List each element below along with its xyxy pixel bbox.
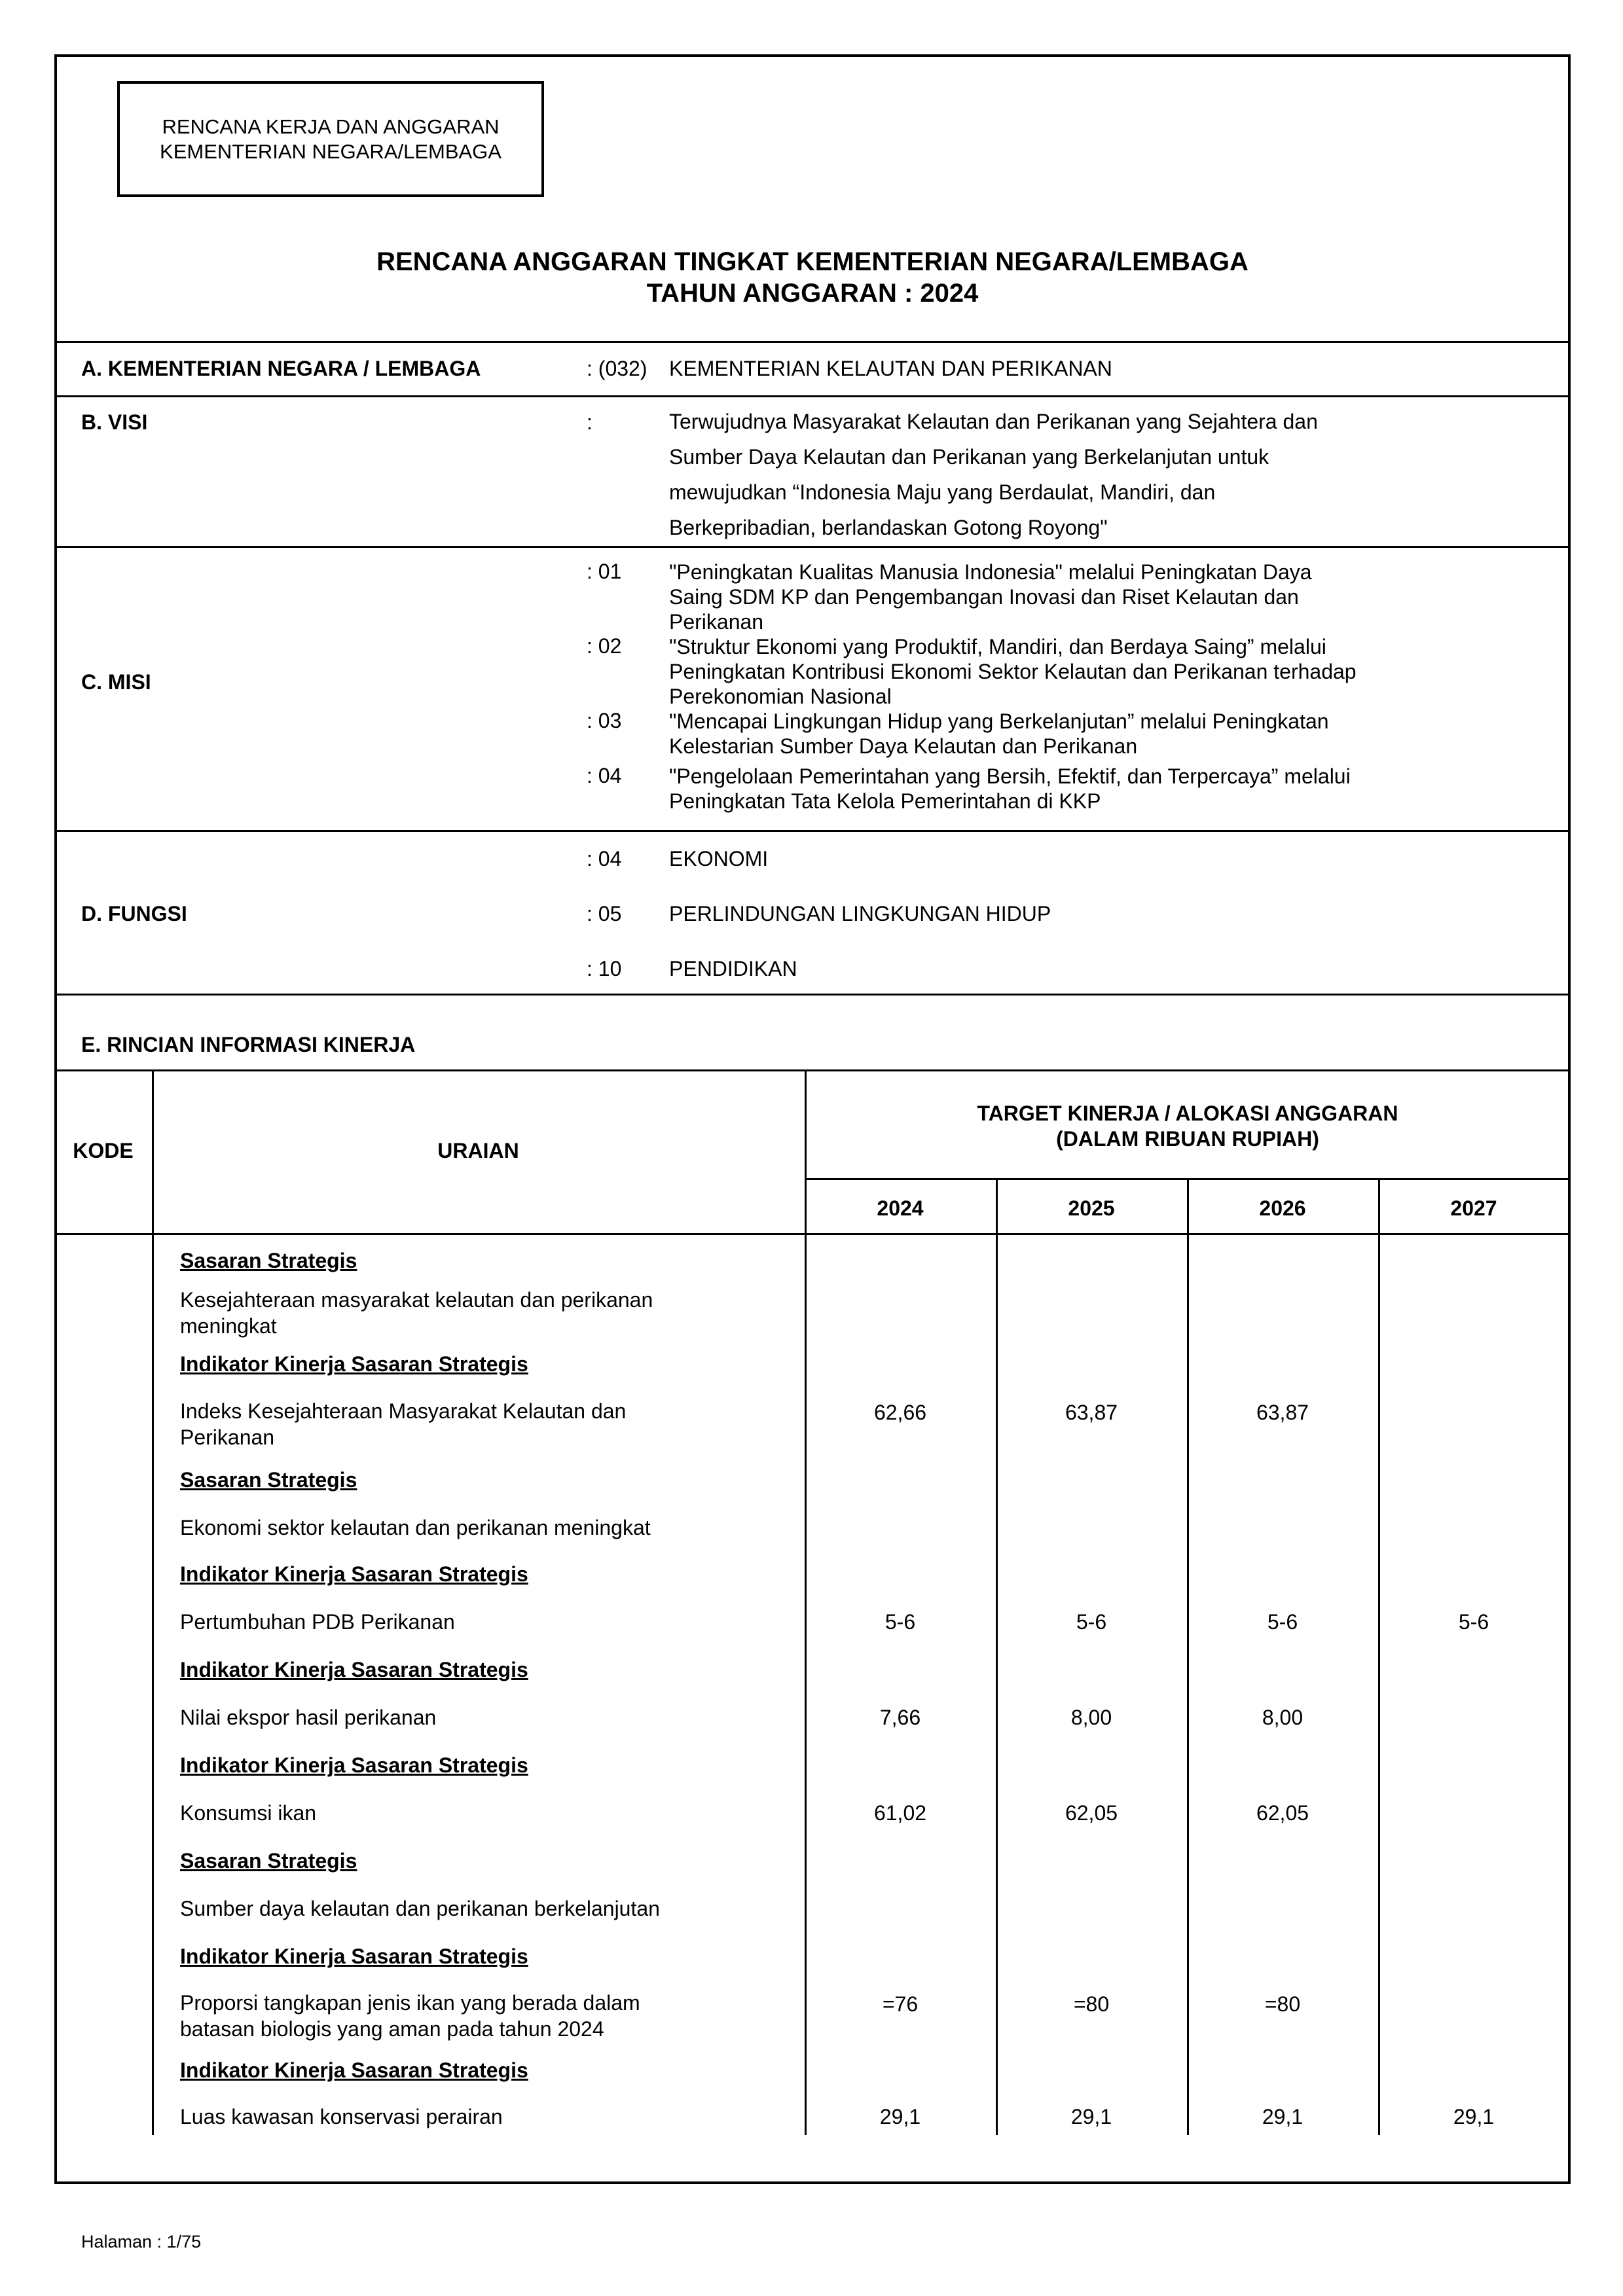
divider	[54, 830, 1571, 832]
section-e-label: E. RINCIAN INFORMASI KINERJA	[81, 1033, 416, 1056]
misi-code: : 02	[587, 634, 622, 658]
value-cell: =80	[1264, 1992, 1301, 2016]
misi-line: Kelestarian Sumber Daya Kelautan dan Perikanan	[669, 734, 1138, 758]
section-b-code: :	[587, 410, 593, 434]
section-a-label: A. KEMENTERIAN NEGARA / LEMBAGA	[81, 357, 481, 380]
indikator-heading: Indikator Kinerja Sasaran Strategis	[180, 1945, 528, 1968]
table-row	[180, 1704, 717, 1731]
divider	[54, 341, 1571, 343]
row-line: Pertumbuhan PDB Perikanan	[180, 1610, 455, 1634]
section-d-label: D. FUNGSI	[81, 902, 187, 925]
table-row	[180, 1895, 717, 1922]
value-cell: 8,00	[1262, 1706, 1304, 1729]
misi-line: Perikanan	[669, 610, 764, 634]
value-cell: 62,05	[1256, 1801, 1309, 1825]
divider	[54, 1233, 1571, 1235]
row-line: Nilai ekspor hasil perikanan	[180, 1706, 437, 1729]
fungsi-value: EKONOMI	[669, 847, 769, 870]
value-cell: 63,87	[1065, 1401, 1118, 1424]
row-line: Proporsi tangkapan jenis ikan yang berada dalam	[180, 1991, 640, 2015]
value-cell: 61,02	[873, 1801, 927, 1825]
section-a-code: : (032)	[587, 357, 647, 380]
value-cell: 5-6	[1076, 1610, 1107, 1634]
visi-text	[669, 404, 1442, 545]
page-title: RENCANA ANGGARAN TINGKAT KEMENTERIAN NEGARA/LEMBAGA	[376, 247, 1249, 276]
table-row	[180, 1287, 717, 1339]
column-rule	[1378, 1178, 1380, 2135]
value-cell: 5-6	[1458, 1610, 1489, 1634]
misi-item	[669, 634, 1442, 709]
misi-line: Peningkatan Tata Kelola Pemerintahan di KKP	[669, 789, 1101, 813]
value-cell: 5-6	[884, 1610, 916, 1634]
column-rule	[152, 1069, 154, 2135]
visi-line: Terwujudnya Masyarakat Kelautan dan Perikanan yang Sejahtera dan	[669, 410, 1318, 433]
visi-line: Sumber Daya Kelautan dan Perikanan yang Berkelanjutan untuk	[669, 445, 1269, 469]
column-rule	[996, 1178, 998, 2135]
row-line: batasan biologis yang aman pada tahun 2024	[180, 2017, 604, 2041]
value-cell: =76	[882, 1992, 919, 2016]
header-box	[117, 81, 544, 197]
row-line: Kesejahteraan masyarakat kelautan dan perikanan	[180, 1288, 653, 1312]
year-header: 2025	[1068, 1196, 1115, 1220]
year-header: 2026	[1259, 1196, 1306, 1220]
section-b-label: B. VISI	[81, 410, 148, 434]
visi-line: Berkepribadian, berlandaskan Gotong Royong"	[669, 516, 1108, 539]
misi-item	[669, 560, 1442, 634]
sasaran-heading: Sasaran Strategis	[180, 1468, 357, 1492]
header-box-line2: KEMENTERIAN NEGARA/LEMBAGA	[160, 139, 501, 163]
value-cell: 29,1	[1262, 2105, 1304, 2128]
misi-code: : 03	[587, 709, 622, 732]
divider	[54, 1069, 1571, 1071]
year-header: 2027	[1450, 1196, 1497, 1220]
table-row	[180, 1800, 717, 1826]
value-cell: 5-6	[1267, 1610, 1298, 1634]
indikator-heading: Indikator Kinerja Sasaran Strategis	[180, 1658, 528, 1681]
misi-line: "Pengelolaan Pemerintahan yang Bersih, Efektif, dan Terpercaya” melalui	[669, 764, 1351, 788]
column-rule	[1187, 1178, 1189, 2135]
section-c-label: C. MISI	[81, 670, 151, 694]
fungsi-code: : 04	[587, 847, 622, 870]
fungsi-code: : 05	[587, 902, 622, 925]
value-cell: 8,00	[1070, 1706, 1112, 1729]
fungsi-value: PERLINDUNGAN LINGKUNGAN HIDUP	[669, 902, 1051, 925]
visi-line: mewujudkan “Indonesia Maju yang Berdaulat, Mandiri, dan	[669, 480, 1216, 504]
indikator-heading: Indikator Kinerja Sasaran Strategis	[180, 1562, 528, 1586]
col-target-header: TARGET KINERJA / ALOKASI ANGGARAN	[977, 1102, 1398, 1125]
row-line: Sumber daya kelautan dan perikanan berkelanjutan	[180, 1897, 660, 1920]
year-header: 2024	[877, 1196, 924, 1220]
value-cell: 29,1	[1070, 2105, 1112, 2128]
page-subtitle: TAHUN ANGGARAN : 2024	[646, 279, 979, 308]
indikator-heading: Indikator Kinerja Sasaran Strategis	[180, 1352, 528, 1376]
sasaran-heading: Sasaran Strategis	[180, 1849, 357, 1873]
row-line: Indeks Kesejahteraan Masyarakat Kelautan dan	[180, 1399, 627, 1423]
misi-line: Perekonomian Nasional	[669, 685, 892, 708]
row-line: meningkat	[180, 1314, 277, 1338]
value-cell: 62,05	[1065, 1801, 1118, 1825]
col-uraian-header: URAIAN	[437, 1139, 519, 1162]
indikator-heading: Indikator Kinerja Sasaran Strategis	[180, 2058, 528, 2082]
table-row	[180, 1398, 717, 1450]
divider	[54, 546, 1571, 548]
misi-item	[669, 764, 1442, 814]
misi-line: "Peningkatan Kualitas Manusia Indonesia" melalui Peningkatan Daya	[669, 560, 1312, 584]
fungsi-code: : 10	[587, 957, 622, 980]
value-cell: 29,1	[879, 2105, 921, 2128]
table-row	[180, 1990, 717, 2042]
row-line: Perikanan	[180, 1426, 275, 1449]
value-cell: 7,66	[879, 1706, 921, 1729]
col-target-subheader: (DALAM RIBUAN RUPIAH)	[1056, 1127, 1319, 1151]
divider	[54, 395, 1571, 397]
value-cell: 29,1	[1453, 2105, 1495, 2128]
table-row	[180, 1609, 717, 1635]
page-number: Halaman : 1/75	[81, 2232, 202, 2251]
misi-item	[669, 709, 1442, 759]
table-row	[180, 2104, 717, 2130]
misi-line: "Struktur Ekonomi yang Produktif, Mandiri, dan Berdaya Saing” melalui	[669, 635, 1326, 658]
divider	[54, 994, 1571, 996]
row-line: Luas kawasan konservasi perairan	[180, 2105, 503, 2128]
row-line: Ekonomi sektor kelautan dan perikanan meningkat	[180, 1516, 651, 1539]
misi-code: : 01	[587, 560, 622, 583]
row-line: Konsumsi ikan	[180, 1801, 317, 1825]
section-a-value: KEMENTERIAN KELAUTAN DAN PERIKANAN	[669, 357, 1112, 380]
value-cell: 63,87	[1256, 1401, 1309, 1424]
fungsi-value: PENDIDIKAN	[669, 957, 797, 980]
column-rule	[805, 1069, 807, 2135]
header-box-line1: RENCANA KERJA DAN ANGGARAN	[162, 115, 500, 138]
misi-line: Peningkatan Kontribusi Ekonomi Sektor Kelautan dan Perikanan terhadap	[669, 660, 1357, 683]
misi-line: "Mencapai Lingkungan Hidup yang Berkelanjutan” melalui Peningkatan	[669, 709, 1329, 733]
sasaran-heading: Sasaran Strategis	[180, 1249, 357, 1272]
misi-code: : 04	[587, 764, 622, 787]
indikator-heading: Indikator Kinerja Sasaran Strategis	[180, 1753, 528, 1777]
value-cell: =80	[1073, 1992, 1110, 2016]
value-cell: 62,66	[873, 1401, 927, 1424]
table-row	[180, 1515, 717, 1541]
col-kode-header: KODE	[73, 1139, 134, 1162]
misi-line: Saing SDM KP dan Pengembangan Inovasi dan Riset Kelautan dan	[669, 585, 1299, 609]
